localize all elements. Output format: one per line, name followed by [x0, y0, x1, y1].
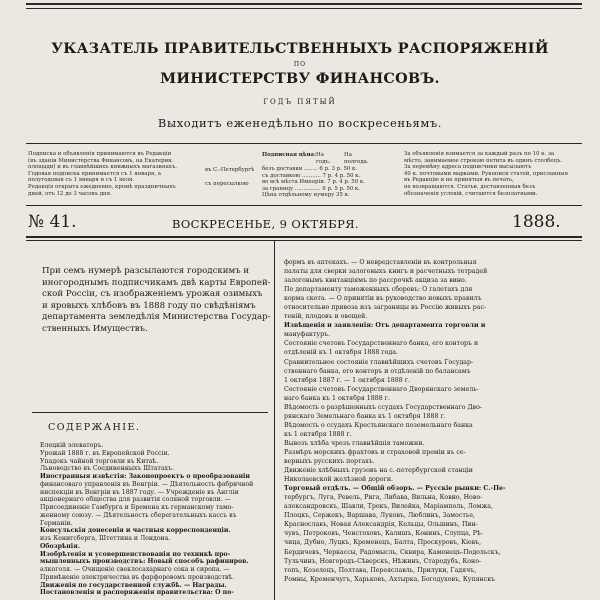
- subscription-separator: [26, 205, 582, 206]
- title-line-1: УКАЗАТЕЛЬ ПРАВИТЕЛЬСТВЕННЫХЪ РАСПОРЯЖЕНІЙ: [51, 40, 549, 57]
- title-po: ПО: [293, 61, 307, 68]
- issue-separator-2: [26, 240, 582, 241]
- issue-separator-1: [26, 236, 582, 238]
- contents-item: финансоваго управленія въ Венгріи. — Дѣятельность фабричной: [40, 480, 254, 488]
- frequency-line: Выходитъ еженедѣльно по воскресеньямъ.: [157, 116, 443, 130]
- contents-item: алкоголя. — Очищеніе свеклосахарнаго сока и сиропа. —: [40, 566, 230, 573]
- subscription-left-text: Подписка и объявленія принимаются въ Редакціи (въ зданіи Министерства Финансовъ, на Екатерин. площади) и въ главнѣйшихъ книжныхъ магазинахъ. Годовая подписка принимается съ 1 января, а полугодовая съ 1 января и съ 1 іюля. Редакція открыта ежедневно, кромѣ праздничныхъ дней, отъ 12 до 3 часовъ дня.: [28, 151, 177, 197]
- price-col-half: На полгода.: [344, 152, 369, 165]
- right-column-text: формъ въ аптекахъ. — О невредставленіи въ контрольныя палаты для сверки залоговыхъ книгъ и расчетныхъ тетрадей залоговымъ квитанціямъ по рассрочкѣ акциза за вино. По департаменту таможенныхъ сборовъ: О галетахъ для корма скота. — О принятіи въ руководство новыхъ правилъ относительно привоза изъ заграницы въ Россію живыхъ рас- теній, плодовъ и овощей. Извѣщенія и заявленія: Отъ департамента торговли и мануфактуръ. Состояніе счетовъ Государственнаго банка, его конторъ и отдѣленій къ 1 октября 1888 года. Сравнительное состояніе главнѣйшихъ счетовъ Государ- ственнаго банка, его конторъ и отдѣленій по балансамъ 1 октября 1887 г. — 1 октября 1888 г. Состояніе счетовъ Государственнаго Дворянскаго земель- наго банка къ 1 октября 1888 г. Вѣдомость о разрѣшенныхъ ссудахъ Государственнаго Дво- рянскаго Земельнаго банка къ 1 октября 1888 г. Вѣдомость о ссудахъ Крестьянскаго поземельнаго банка къ 1 октября 1888 г. Вывозъ хлѣба чрезъ главнѣйшія таможни. Размѣръ морскихъ фрахтовъ и страховой преміи въ се- верныхъ русскихъ портахъ. Движеніе хлѣбныхъ грузовъ на с.-петербургской станціи Николаевской желѣзной дороги. Торговый отдѣлъ. — Общій обзоръ. — Русскіе рынки: С.-Пе- тербургъ, Луга, Ревель, Рига, Либава, Вильна, Ковно, Ново- александровскъ, Шавли, Трокъ, Вилейка, Маріамполь, Ломжа, Плоцкъ, Сержекъ, Варшава, Луковъ, Люблинъ, Замостье, Краснославъ, Новая Александрія, Кельцы, Ольшинъ, Пин- чувъ, Петроковъ, Ченстоховъ, Калишъ, Конинъ, Слупца, Рѣ- чица, Дубно, Луцкъ, Кременецъ, Балта, Проскуровъ, Кіевъ, Бердичевъ, Черкассы, Радомысль, Сквира, Каменецъ-Подольскъ, Тульчинъ, Новгородъ-Сѣверскъ, Нѣжинъ, Стародубъ, Коно- топъ, Козелецъ, Полтава, Переяславль, Прилуки, Гадячъ, Ромны, Кременчугъ, Харьковъ, Ахтырка, Богодуховъ, Купянскъ: [284, 259, 506, 583]
- subscription-right-text: За объявленія взимается за каждый разъ по 10 к. за мѣсто, занимаемое строкою петита въ одинъ столбецъ. За перемѣну адреса подписчики высылаютъ 40 к. почтовыми марками. Рукописи статей, присланныя въ Редакцію и не принятыя въ печать, не возвращаются. Статьи, доставленныя безъ обозначенія условій, считаются безплатными.: [404, 151, 568, 197]
- contents-item: мышленныхъ производствъ: Новый способъ рафиниров.: [40, 558, 249, 566]
- notice-rule: [32, 412, 268, 413]
- price-table: безъ доставки ........ 6 р. 3 р. 50 к. съ доставкою ........... 7 р. 4 р. 50 к. во всѣ мѣста Имперіи. 7 р. 4 р. 50 к. за границу ............... 9 р. 5 р. 50 к. Цѣна отдѣльному нумеру 35 к.: [262, 166, 365, 199]
- contents-item: Примѣненіе электричества въ фарфоровомъ производствѣ.: [40, 573, 235, 581]
- price-col-year: На годъ.: [316, 152, 331, 165]
- contents-item: Присоединеніе Гамбурга и Бремена къ германскому тамо-: [40, 504, 234, 511]
- contents-list: [40, 442, 253, 597]
- contents-item: Консульскія донесенія и частныя корреспонденціи.: [40, 527, 231, 535]
- column-divider: [274, 241, 275, 600]
- notice-paragraph: При семъ нумерѣ разсылаются городскимъ и иногороднымъ подписчикамъ двѣ карты Европей- ской Россіи, съ изображеніемъ урожая озимыхъ и яровыхъ хлѣбовъ въ 1888 году по свѣдѣніямъ департамента земледѣлія Министерства Государ- ственныхъ Имуществъ.: [42, 266, 271, 334]
- contents-item: Движенія по государственной службѣ. — Награды.: [40, 581, 227, 589]
- price-heading: Подписная цѣна:: [262, 152, 317, 158]
- contents-item: Обозрѣнія.: [40, 542, 80, 550]
- top-border-inner: [26, 8, 582, 9]
- title-line-2: МИНИСТЕРСТВУ ФИНАНСОВЪ.: [160, 70, 440, 87]
- subscription-city-2: съ пересылкою: [205, 181, 249, 187]
- subscription-city-1: въ С.-Петербургѣ: [205, 167, 255, 173]
- contents-item: Иностранныя извѣстія: Законопроектъ о преобразованіи: [40, 473, 250, 480]
- contents-item: акціонернаго общества для развитія соляной торговли. —: [40, 496, 231, 504]
- contents-heading: СОДЕРЖАНІЕ.: [48, 422, 141, 433]
- contents-item: Льноводство въ Соединенныхъ Штатахъ.: [40, 465, 174, 473]
- contents-item: женному союзу. — Дѣятельность сберегательныхъ кассъ въ: [40, 511, 237, 519]
- issue-number: № 41.: [28, 212, 77, 232]
- contents-item: инспекціи въ Венгріи въ 1887 году. — Учрежденіе въ Англіи: [40, 488, 239, 496]
- issue-year: 1888.: [512, 212, 561, 232]
- header-separator: [26, 143, 582, 144]
- issue-date: ВОСКРЕСЕНЬЕ, 9 ОКТЯБРЯ.: [172, 217, 359, 231]
- contents-item: Постановленія и распоряженія правительства: О по-: [40, 589, 234, 597]
- contents-item: Елецкій элеваторъ.: [40, 442, 104, 449]
- contents-item: Изобрѣтенія и усовершенствованія по техникѣ про-: [40, 550, 231, 558]
- contents-item: Германіи.: [40, 519, 73, 527]
- top-border-outer: [26, 3, 582, 5]
- year-label: ГОДЪ ПЯТЫЙ: [263, 98, 337, 106]
- contents-item: Упадокъ чайной торговли въ Китаѣ.: [40, 457, 159, 465]
- contents-item: Урожай 1888 г. въ Европейской Россіи.: [40, 449, 170, 457]
- contents-item: изъ Кенигсберга, Штеттина и Лондона.: [40, 535, 171, 542]
